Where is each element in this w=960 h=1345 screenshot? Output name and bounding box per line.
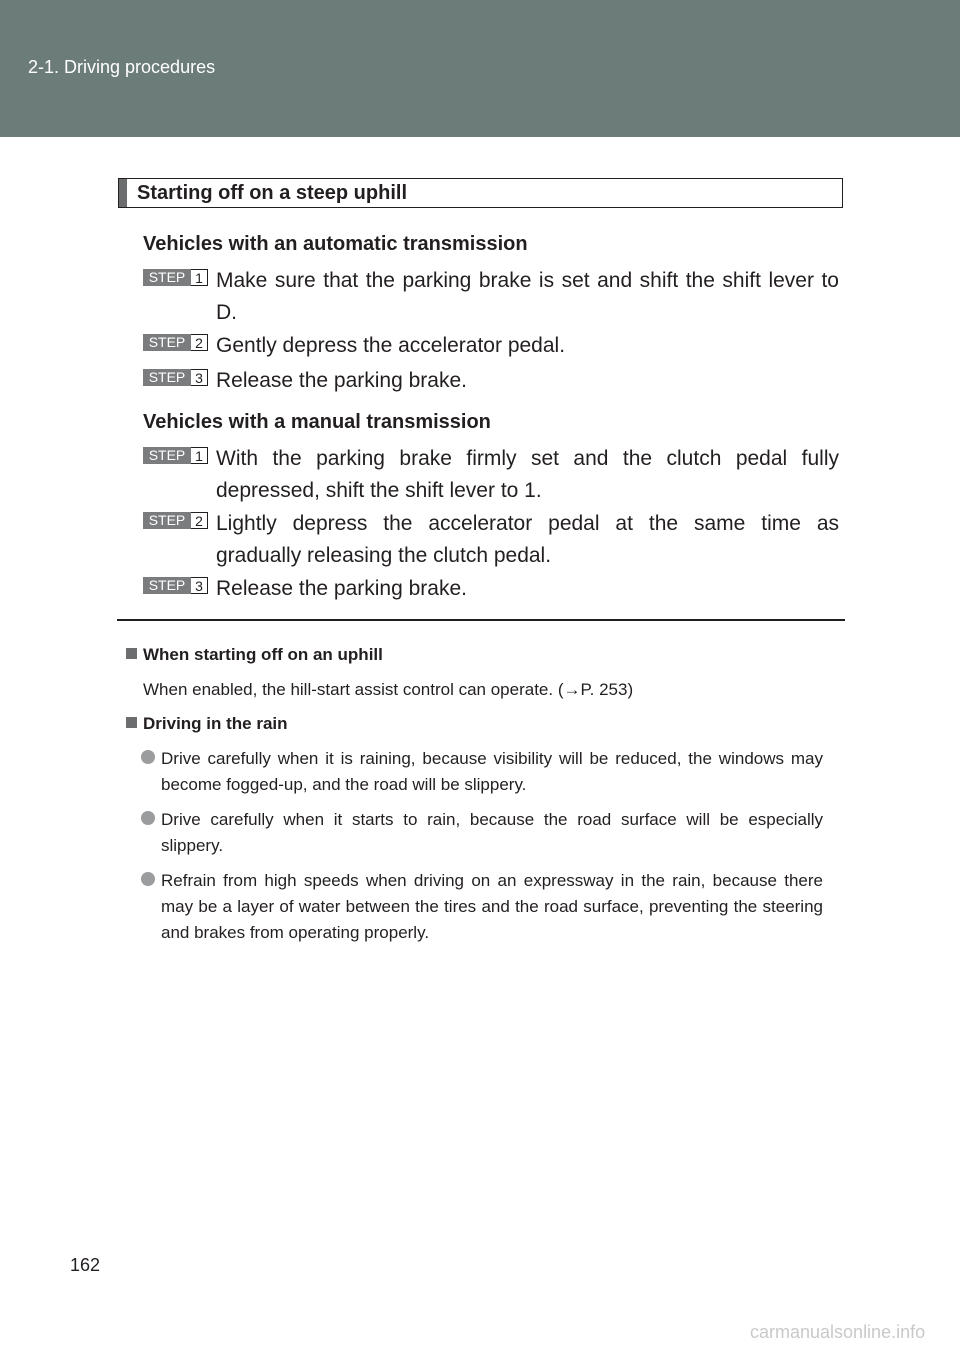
manual-heading: Vehicles with a manual transmission: [143, 411, 491, 433]
rain-bullet-3: [141, 868, 823, 946]
step-text: Release the parking brake.: [216, 369, 467, 392]
auto-step-3: [143, 365, 839, 397]
step-label: STEP: [143, 269, 191, 286]
step-text: Release the parking brake.: [216, 577, 467, 600]
step-text: With the parking brake firmly set and the clutch pedal fully depressed, shift the shift lever to 1.: [216, 447, 839, 502]
step-text: Gently depress the accelerator pedal.: [216, 334, 566, 357]
step-badge: [143, 269, 209, 286]
step-number: 2: [191, 334, 208, 351]
circle-bullet-icon: [141, 811, 155, 825]
step-label: STEP: [143, 334, 191, 351]
step-number: 3: [191, 577, 208, 594]
step-badge: [143, 512, 209, 529]
step-number: 1: [191, 269, 208, 286]
circle-bullet-icon: [141, 750, 155, 764]
note-uphill-title: When starting off on an uphill: [143, 645, 383, 664]
bullet-text: Drive carefully when it starts to rain, because the road surface will be especially slippery.: [161, 810, 823, 855]
header-bar: [0, 0, 960, 137]
breadcrumb: 2-1. Driving procedures: [28, 57, 216, 77]
step-label: STEP: [143, 577, 191, 594]
auto-step-1: [143, 265, 839, 329]
automatic-heading: Vehicles with an automatic transmission: [143, 233, 528, 255]
note-uphill-heading: [126, 645, 383, 665]
note-rain-title: Driving in the rain: [143, 714, 288, 733]
manual-step-1: [143, 443, 839, 507]
step-badge: [143, 334, 209, 351]
step-number: 2: [191, 512, 208, 529]
step-badge: [143, 447, 209, 464]
manual-step-2: [143, 508, 839, 572]
square-bullet-icon: [126, 717, 137, 728]
section-title: Starting off on a steep uphill: [137, 182, 407, 204]
step-label: STEP: [143, 369, 191, 386]
auto-step-2: [143, 330, 839, 362]
circle-bullet-icon: [141, 872, 155, 886]
section-divider: [117, 619, 845, 621]
bullet-text: Drive carefully when it is raining, because visibility will be reduced, the windows may become fogged-up, and the road will be slippery.: [161, 749, 823, 794]
step-badge: [143, 369, 209, 386]
step-text: Make sure that the parking brake is set and shift the shift lever to D.: [216, 269, 839, 324]
step-number: 3: [191, 369, 208, 386]
page-number: 162: [70, 1255, 101, 1275]
step-text: Lightly depress the accelerator pedal at the same time as gradually releasing the clutch pedal.: [216, 512, 839, 567]
section-title-box: [118, 178, 843, 208]
section-accent-bar: [119, 179, 127, 207]
step-number: 1: [191, 447, 208, 464]
manual-step-3: [143, 573, 839, 605]
step-label: STEP: [143, 447, 191, 464]
bullet-text: Refrain from high speeds when driving on an expressway in the rain, because there may be a layer of water between the tires and the road surface, preventing the steering and brakes from operating properly.: [161, 871, 823, 942]
note-uphill-text: When enabled, the hill-start assist control can operate. (→P. 253): [143, 680, 634, 699]
step-label: STEP: [143, 512, 191, 529]
square-bullet-icon: [126, 648, 137, 659]
step-badge: [143, 577, 209, 594]
note-rain-heading: [126, 714, 288, 734]
watermark: carmanualsonline.info: [750, 1322, 926, 1342]
rain-bullet-2: [141, 807, 823, 859]
rain-bullet-1: [141, 746, 823, 798]
